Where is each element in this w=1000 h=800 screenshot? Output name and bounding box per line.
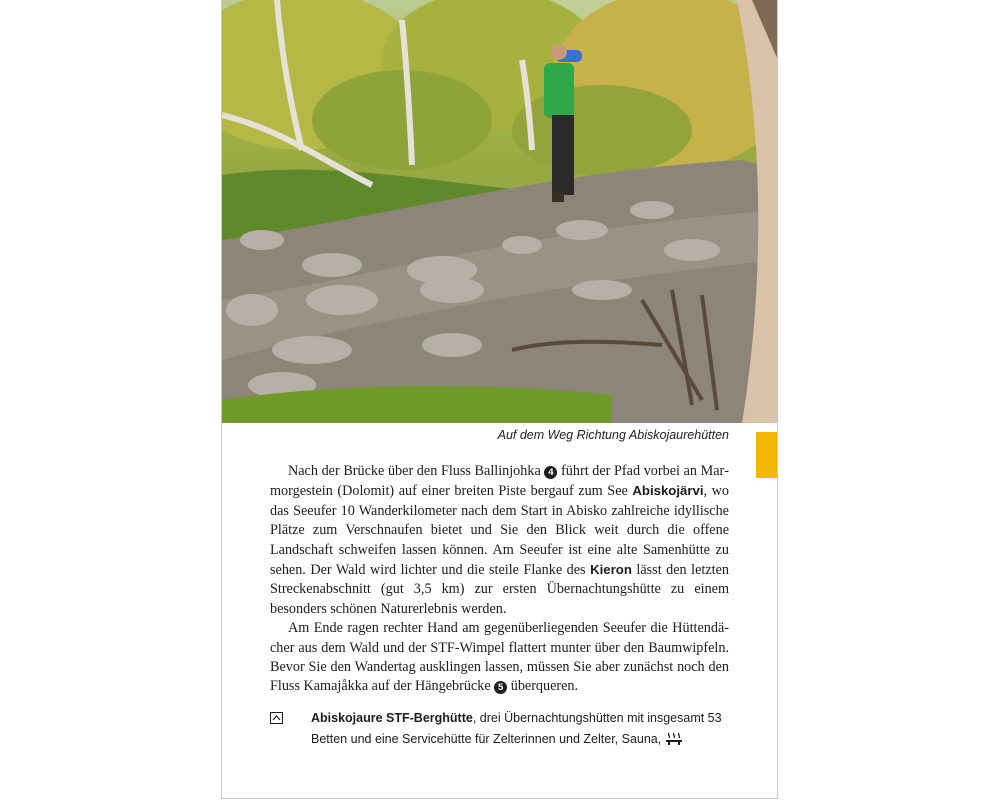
hut-description: , drei Übernachtungshütten mit insgesamt 53 Betten und eine Servicehütte für Zelterinnen und Zelter, Sauna, — [311, 711, 722, 746]
paragraph-2-text-a: Am Ende ragen rechter Hand am gegenüberliegenden Seeufer die Hüttendächer aus dem Wald und der STF-Wimpel flattert munter über den Baumwipfeln. Bevor Sie den Wandertag ausklingen lassen, müssen Sie aber zunächst noch den Fluss Kamajåkka auf der Hängebrücke — [270, 620, 729, 695]
paragraph-1-text-c: , wo das Seeufer 10 Wanderkilometer nach dem Start in Abisko zahlreiche idyllische Plätze zum Verschnaufen bietet und Sie den Blick weit durch die offene Landschaft schweifen lassen können. Am Seeufer ist eine alte Samenhütte zu sehen. Der Wald wird lichter und die steile Flanke des — [270, 483, 729, 579]
sauna-icon — [665, 732, 683, 746]
hut-icon — [270, 712, 283, 724]
hut-info-text — [311, 708, 740, 750]
photo-illustration — [222, 0, 778, 423]
route-marker-5: 5 — [494, 681, 507, 694]
hut-name: Abiskojaure STF-Berghütte — [311, 711, 473, 725]
paragraph-2-text-b: überqueren. — [507, 678, 579, 695]
hiker-photo — [222, 0, 778, 423]
chapter-tab-marker — [756, 432, 777, 478]
paragraph-1-text-a: Nach der Brücke über den Fluss Ballinjohka — [288, 463, 545, 479]
paragraph-1-text-b: führt der Pfad vorbei an Marmorgestein (Dolomit) auf einer breiten Piste bergauf zum See — [270, 463, 729, 500]
photo-caption: Auf dem Weg Richtung Abiskojaurehütten — [497, 428, 729, 442]
hut-info-block — [270, 708, 740, 750]
book-page — [221, 0, 778, 799]
place-abiskojarvi: Abiskojärvi — [632, 483, 704, 499]
paragraph-1 — [270, 462, 729, 619]
route-marker-4: 4 — [544, 466, 557, 479]
body-text — [270, 462, 729, 697]
place-kieron: Kieron — [590, 562, 632, 578]
paragraph-1-text-d: lässt den letzten Streckenabschnitt (gut 3,5 km) zur ersten Übernachtungshütte zu einem besonders schönen Naturerlebnis werden. — [270, 562, 729, 617]
paragraph-2 — [270, 619, 729, 697]
